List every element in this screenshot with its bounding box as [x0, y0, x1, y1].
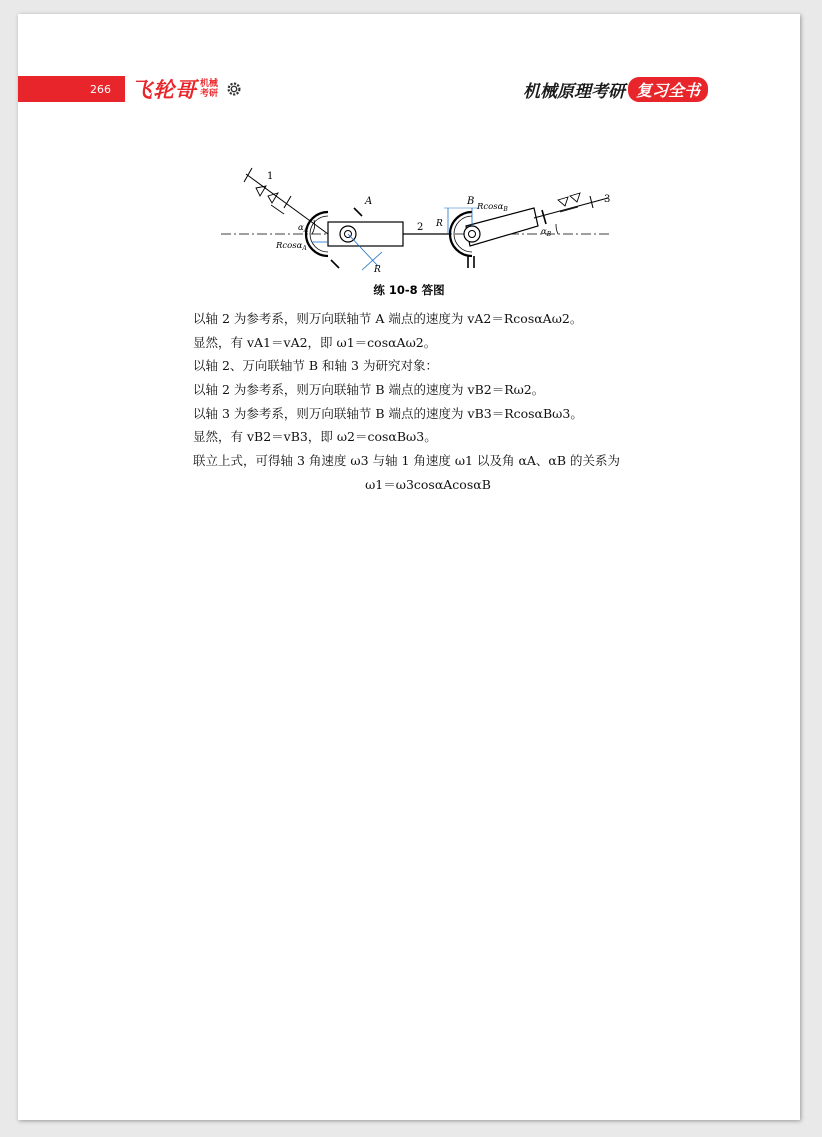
shaft-1 [246, 174, 328, 234]
label-shaft-3: 3 [604, 194, 611, 205]
universal-joint-diagram [216, 164, 636, 282]
text-line: 联立上式，可得轴 3 角速度 ω3 与轴 1 角速度 ω1 以及角 αA、αB 的关系为 [193, 453, 621, 469]
label-radius-a: R [374, 265, 381, 275]
label-point-a: A [365, 196, 373, 207]
angle-arc-b [556, 224, 558, 234]
label-alpha-b: $\alpha_B$ [541, 227, 552, 238]
gear-icon [225, 80, 243, 98]
text-line: 以轴 2、万向联轴节 B 和轴 3 为研究对象： [193, 358, 438, 374]
text-line: 以轴 3 为参考系，则万向联轴节 B 端点的速度为 vB3＝RcosαBω3。 [193, 405, 583, 421]
document-page [18, 14, 800, 1120]
label-shaft-1: 1 [267, 171, 274, 182]
bearing-symbol [268, 193, 278, 203]
label-point-b: B [467, 196, 475, 207]
text-line: 以轴 2 为参考系，则万向联轴节 A 端点的速度为 vA2＝RcosαAω2。 [193, 311, 583, 326]
bearing-symbol [558, 197, 568, 206]
book-title-block [523, 77, 708, 102]
label-shaft-2: 2 [417, 222, 424, 233]
shaft-3-tick [542, 210, 546, 224]
brand-name: 飞轮哥 [131, 78, 197, 102]
label-radius-b: R [436, 219, 443, 229]
label-rcos-a: Rcosα$_A$ [276, 241, 307, 252]
book-badge: 复习全书 [628, 77, 708, 102]
text-line: 显然，有 vA1＝vA2，即 ω1＝cosαAω2。 [193, 334, 437, 350]
label-alpha-a: $\alpha_A$ [298, 223, 309, 234]
brand-subtitle-line-2: 考研 [200, 89, 219, 99]
figure-caption: 练 10-8 答图 [373, 283, 445, 297]
joint-a-mark [331, 260, 339, 268]
brand-subtitle [200, 79, 222, 99]
shaft-3 [534, 198, 608, 218]
book-title: 机械原理考研 [523, 82, 625, 102]
text-line: 显然，有 vB2＝vB3，即 ω2＝cosαBω3。 [193, 429, 437, 445]
joint-b-pin-hole [469, 231, 476, 238]
label-rcos-b: Rcosα$_B$ [477, 202, 508, 213]
shaft-1-tick [244, 168, 252, 182]
result-formula: ω1＝ω3cosαAcosαB [365, 476, 491, 492]
hatch-line [271, 205, 284, 214]
hatch-line [560, 207, 578, 212]
page-number: 266 [90, 83, 111, 96]
text-line: 以轴 2 为参考系，则万向联轴节 B 端点的速度为 vB2＝Rω2。 [193, 382, 545, 398]
brand-subtitle-line-1: 机械 [200, 79, 219, 89]
bearing-symbol [570, 193, 580, 202]
solution-text [193, 307, 753, 497]
joint-a-mark [354, 208, 362, 216]
joint-a-link [328, 222, 403, 246]
brand-logo [131, 76, 243, 102]
